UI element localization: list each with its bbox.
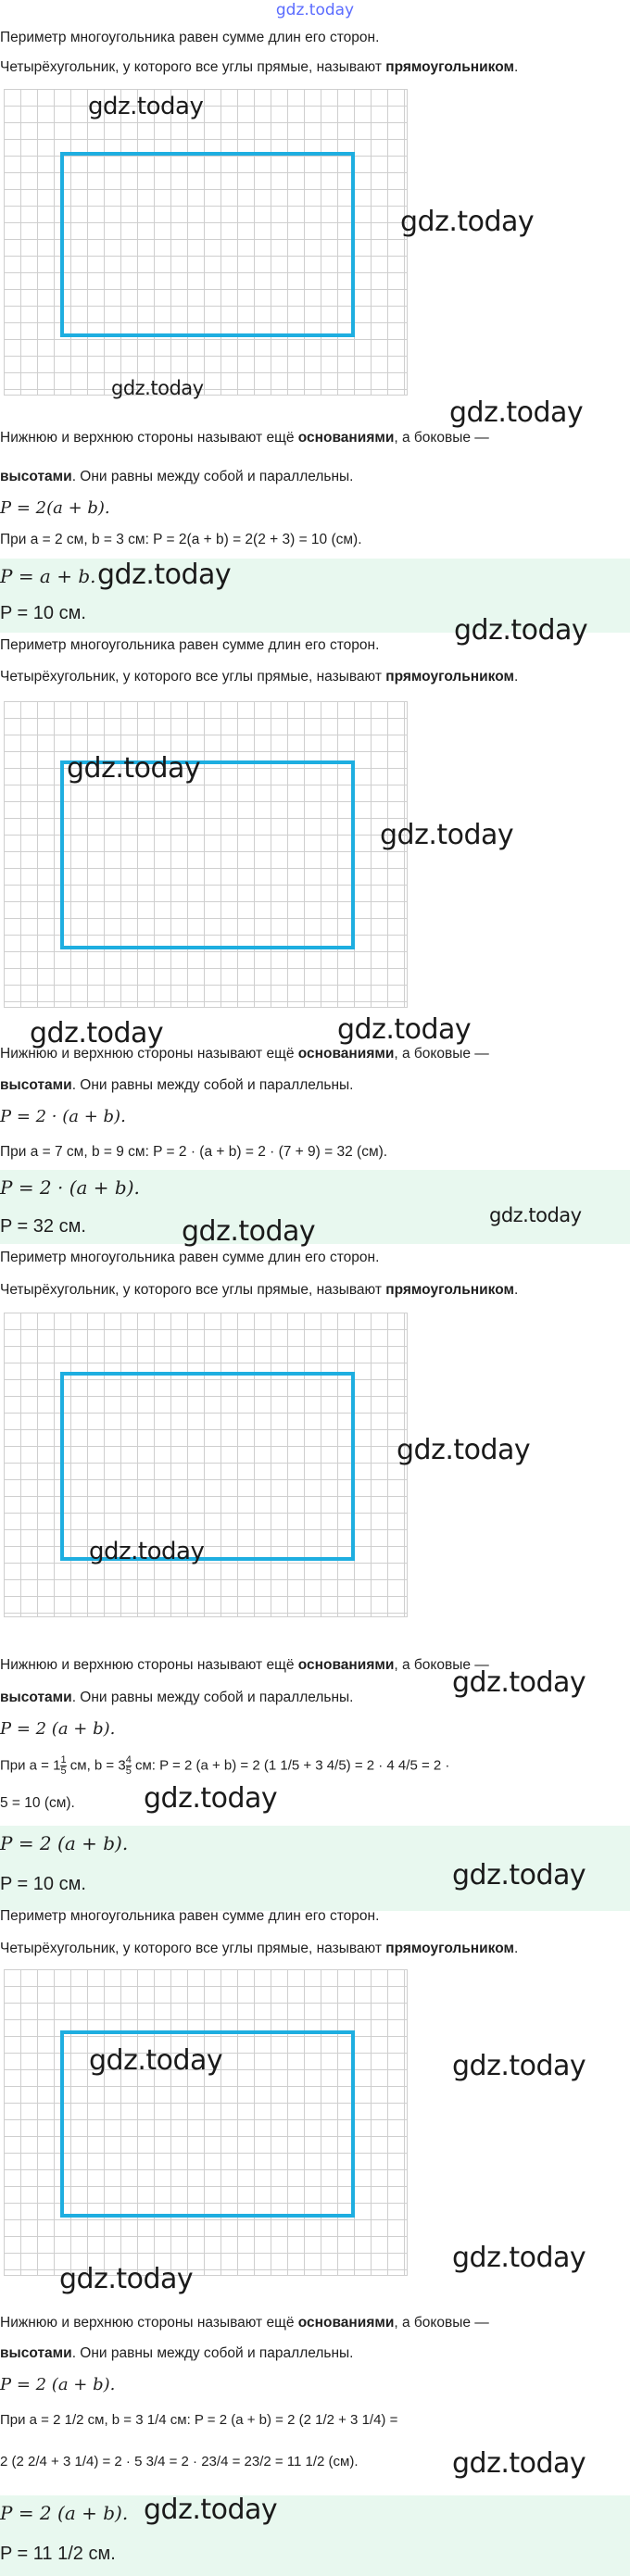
sides-text-end: , а боковые — [394,2315,489,2331]
intro-text: Четырёхугольник, у которого все углы прямые, называют [0,1941,386,1956]
section3-intro-perimeter: Периметр многоугольника равен сумме длин его сторон. [0,1250,380,1265]
intro-period: . [513,1282,519,1298]
section4-answer-box [0,2495,630,2576]
fraction [60,1755,66,1777]
term-bases: основаниями [297,2315,395,2331]
answer-result: P = 32 см. [0,1216,86,1237]
answer-formula: P = 2 (a + b). [0,1832,129,1854]
watermark: gdz.today [454,614,588,647]
section3-formula: P = 2 (a + b). [0,1719,116,1739]
watermark: gdz.today [144,2494,278,2526]
calc-part: см: P = 2 (a + b) = 2 (1 1/5 + 3 4/5) = 2 · 4 4/5 = 2 · [134,1757,450,1774]
term-rectangle: прямоугольником [385,669,514,685]
watermark: gdz.today [89,1538,205,1565]
watermark: gdz.today [452,2242,586,2274]
answer-result: P = 11 1/2 см. [0,2544,116,2564]
section4-calculation-line1: При a = 2 1/2 см, b = 3 1/4 см: P = 2 (a + b) = 2 (2 1/2 + 3 1/4) = [0,2412,398,2428]
watermark: gdz.today [89,2044,223,2077]
watermark: gdz.today [452,1666,586,1699]
numerator: 4 [125,1754,132,1766]
fraction [126,1755,132,1777]
section4-sides-line2 [0,2344,353,2364]
section4-intro-perimeter: Периметр многоугольника равен сумме длин его сторон. [0,1908,380,1924]
section2-rectangle [60,760,355,949]
term-heights: высотами [0,1077,72,1093]
answer-formula: P = a + b. [0,565,96,587]
sides-text-end: . Они равны между собой и параллельны. [71,2345,354,2361]
section2-intro-rectangle [0,667,518,687]
term-bases: основаниями [297,430,395,446]
watermark: gdz.today [449,396,584,429]
section3-rectangle [60,1372,355,1561]
watermark: gdz.today [182,1215,316,1248]
section2-calculation: При a = 7 см, b = 9 см: P = 2 · (a + b) = 2 · (7 + 9) = 32 (см). [0,1144,388,1160]
watermark: gdz.today [452,2050,586,2082]
section3-calculation-line1 [0,1755,449,1777]
sides-text: Нижнюю и верхнюю стороны называют ещё [0,1657,298,1673]
section4-calculation-line2: 2 (2 2/4 + 3 1/4) = 2 · 5 3/4 = 2 · 23/4 = 23/2 = 11 1/2 (см). [0,2454,359,2469]
watermark: gdz.today [88,93,204,120]
answer-result: P = 10 см. [0,603,86,623]
section3-grid-figure [4,1313,408,1617]
calc-part: см, b = 3 [69,1757,126,1774]
term-heights: высотами [0,2345,72,2361]
intro-period: . [513,669,519,685]
section3-calculation-line2: 5 = 10 (см). [0,1795,75,1811]
watermark: gdz.today [397,1434,531,1466]
section1-grid-figure [4,89,408,396]
section3-sides-line1 [0,1655,489,1676]
section1-sides-line1 [0,428,489,448]
section4-formula: P = 2 (a + b). [0,2375,116,2394]
answer-formula: P = 2 · (a + b). [0,1176,140,1199]
watermark: gdz.today [452,1859,586,1891]
sides-text: Нижнюю и верхнюю стороны называют ещё [0,430,298,446]
section3-intro-rectangle [0,1280,518,1301]
site-watermark: gdz.today [275,1,355,19]
sides-text: Нижнюю и верхнюю стороны называют ещё [0,1046,298,1062]
calc-part: При a = 1 [0,1757,61,1774]
sides-text-end: , а боковые — [394,1657,489,1673]
term-rectangle: прямоугольником [385,59,514,75]
intro-period: . [513,1941,519,1956]
section1-sides-line2 [0,467,353,487]
intro-text: Четырёхугольник, у которого все углы прямые, называют [0,669,386,685]
term-bases: основаниями [297,1046,395,1062]
term-heights: высотами [0,1690,72,1705]
watermark: gdz.today [67,752,201,785]
term-rectangle: прямоугольником [385,1282,514,1298]
section1-rectangle [60,152,355,337]
watermark: gdz.today [380,819,514,851]
section2-sides-line1 [0,1044,489,1064]
sides-text-end: , а боковые — [394,430,489,446]
term-rectangle: прямоугольником [385,1941,514,1956]
section1-calculation: При a = 2 см, b = 3 см: P = 2(a + b) = 2(2 + 3) = 10 (см). [0,532,362,547]
sides-text-end: . Они равны между собой и параллельны. [71,1077,354,1093]
answer-formula: P = 2 (a + b). [0,2502,129,2524]
denominator: 5 [125,1766,132,1777]
intro-text: Четырёхугольник, у которого все углы прямые, называют [0,59,386,75]
watermark: gdz.today [97,559,232,591]
section1-formula: P = 2(a + b). [0,498,110,518]
section1-intro-perimeter: Периметр многоугольника равен сумме длин его сторон. [0,30,380,45]
term-bases: основаниями [297,1657,395,1673]
watermark: gdz.today [337,1013,472,1046]
numerator: 1 [60,1754,67,1766]
watermark: gdz.today [111,377,204,399]
section2-formula: P = 2 · (a + b). [0,1107,126,1126]
section3-sides-line2 [0,1688,353,1708]
sides-text-end: . Они равны между собой и параллельны. [71,469,354,484]
section4-grid-figure [4,1969,408,2276]
section2-grid-figure [4,701,408,1008]
section4-intro-rectangle [0,1939,518,1959]
watermark: gdz.today [144,1782,278,1815]
sides-text-end: , а боковые — [394,1046,489,1062]
watermark: gdz.today [59,2263,194,2295]
denominator: 5 [60,1766,67,1777]
section2-sides-line2 [0,1075,353,1096]
answer-result: P = 10 см. [0,1874,86,1894]
sides-text: Нижнюю и верхнюю стороны называют ещё [0,2315,298,2331]
watermark: gdz.today [400,206,535,238]
sides-text-end: . Они равны между собой и параллельны. [71,1690,354,1705]
section4-sides-line1 [0,2313,489,2333]
intro-text: Четырёхугольник, у которого все углы прямые, называют [0,1282,386,1298]
section2-intro-perimeter: Периметр многоугольника равен сумме длин его сторон. [0,637,380,653]
intro-period: . [513,59,519,75]
watermark: gdz.today [452,2447,586,2480]
term-heights: высотами [0,469,72,484]
watermark: gdz.today [489,1204,582,1226]
watermark: gdz.today [30,1017,164,1049]
section1-intro-rectangle [0,57,518,78]
